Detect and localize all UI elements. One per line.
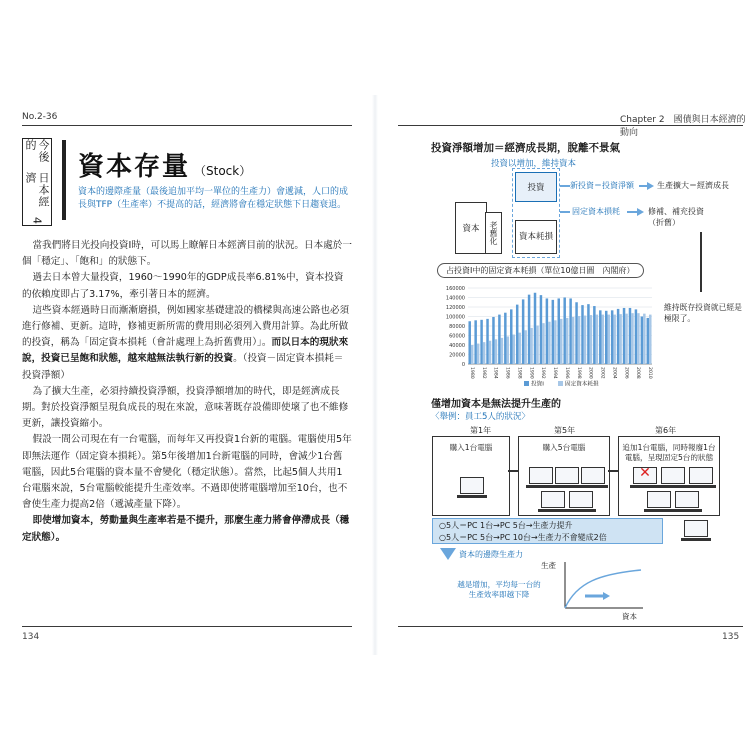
body-text	[22, 238, 352, 546]
year5-label: 第5年	[554, 426, 576, 435]
y-tick-label: 0	[461, 362, 465, 368]
bar-depreciation	[566, 318, 568, 364]
paragraph-4: 為了擴大生產，必須持續投資淨額，投資淨額增加的時代，即是經濟成長期。對於投資淨額呈現負成長的現在來說，意味著既存設備即使壞了也不維修更新，讓投資縮小。	[22, 385, 349, 430]
x-tick-label: 2006	[623, 367, 629, 379]
page-title	[78, 146, 251, 183]
arrow-growth-head	[647, 182, 654, 190]
bar-depreciation	[619, 314, 621, 364]
y-tick-label: 40000	[449, 343, 465, 349]
bar-investment	[641, 317, 643, 365]
bar-depreciation	[607, 315, 609, 364]
new-investment-label: 新投資＝投資淨額	[570, 181, 634, 190]
y-tick-label: 100000	[445, 314, 465, 321]
fixed-capital-label: 固定資本損耗	[572, 207, 620, 216]
bar-investment	[552, 300, 554, 364]
side-tab-line-2: 日本經濟	[24, 172, 50, 209]
title-main: 資本存量	[78, 152, 191, 182]
bar-depreciation	[649, 315, 651, 364]
left-page-number: 134	[22, 632, 40, 642]
capital-box: 資本	[455, 202, 487, 254]
bar-investment	[516, 305, 518, 364]
summary-box	[432, 518, 663, 544]
section1-subtitle: 投資以增加，維持資本	[491, 159, 577, 169]
bar-investment	[629, 308, 631, 364]
x-tick-label: 1986	[504, 367, 510, 379]
computer-icon	[555, 467, 579, 484]
bar-depreciation	[489, 341, 491, 364]
diminishing-title: 資本的邊際生產力	[459, 550, 523, 559]
bar-depreciation	[554, 320, 556, 364]
fixed-capital-chart	[432, 262, 657, 390]
panel-year1-label: 購入1台電腦	[449, 443, 493, 452]
bar-investment	[534, 293, 536, 364]
y-tick-label: 120000	[445, 305, 465, 311]
y-tick-label: 60000	[449, 333, 465, 340]
bar-depreciation	[584, 316, 586, 364]
formula-text: 。（投資－固定資本損耗＝投資淨額）	[22, 353, 344, 381]
bar-depreciation	[578, 316, 580, 364]
bar-investment	[510, 309, 512, 364]
year1-label: 第1年	[470, 426, 492, 435]
bar-depreciation	[625, 314, 627, 364]
mini-curve	[565, 570, 641, 608]
paragraph-2: 過去日本曾大量投資，1960～1990年的GDP成長率6.81%中，資本投資的依賴度即占了3.17%，牽引著日本的經濟。	[22, 272, 344, 300]
x-tick-label: 1994	[552, 367, 558, 379]
diminishing-return-chart	[555, 560, 645, 614]
paragraph-1: 當我們將目光投向投資I時，可以馬上瞭解日本經濟目前的狀況。日本處於一個「穩定」、「飽和」的狀態下。	[22, 240, 352, 268]
bar-investment	[492, 317, 494, 364]
bar-depreciation	[542, 323, 544, 364]
bar-depreciation	[643, 314, 645, 364]
bar-investment	[540, 295, 542, 364]
mini-arrow-head	[603, 592, 610, 600]
footer-rule	[22, 626, 352, 627]
chart-title: 占投資I中的固定資本耗損（單位10億日圓 內閣府）	[437, 263, 644, 278]
computer-icon	[529, 467, 553, 484]
bar-depreciation	[572, 317, 574, 364]
bar-depreciation	[560, 319, 562, 364]
bar-depreciation	[483, 342, 485, 364]
side-tab-line-1: 今後的	[24, 139, 50, 163]
x-tick-label: 2000	[587, 367, 593, 379]
bar-depreciation	[548, 322, 550, 364]
computer-icon	[675, 491, 699, 508]
depreciation-box: 資本耗損	[515, 220, 557, 254]
bar-investment	[599, 310, 601, 364]
diminishing-desc: 越是增加，平均每一台的生產效率即越下降	[457, 580, 541, 599]
mini-y-label: 生產	[541, 561, 556, 570]
x-tick-label: 2002	[599, 367, 605, 379]
x-tick-label: 1990	[528, 367, 534, 379]
bar-depreciation	[631, 313, 633, 364]
section2-subtitle: 〈舉例：員工5人的狀況〉	[431, 412, 530, 422]
bar-depreciation	[501, 338, 503, 364]
x-tick-label: 1996	[563, 367, 569, 379]
computer-icon	[460, 477, 484, 494]
bar-depreciation	[590, 315, 592, 364]
right-header-rule	[398, 125, 743, 126]
chapter-side-tab	[22, 138, 52, 226]
book-gutter	[372, 95, 378, 655]
lead-text: 資本的邊際產量（最後追加平均一單位的生產力）會遞減，人口的成長與TFP（生產率）不提高的話，經濟將會在穩定狀態下日趨衰退。	[78, 187, 349, 210]
bar-investment	[528, 295, 530, 364]
panel-year6	[618, 436, 720, 516]
side-tab-line-3: 4	[30, 217, 44, 225]
bar-depreciation	[495, 339, 497, 364]
bar-depreciation	[477, 344, 479, 364]
year6-label: 第6年	[655, 426, 677, 435]
bar-depreciation	[518, 333, 520, 364]
bar-investment	[474, 320, 476, 364]
bar-investment	[546, 298, 548, 364]
paragraph-3	[22, 303, 352, 384]
arrow-panel1	[508, 470, 518, 472]
bar-depreciation	[602, 315, 604, 364]
bar-investment	[611, 310, 613, 364]
x-tick-label: 2008	[635, 367, 641, 379]
right-footer-rule	[398, 626, 743, 627]
x-tick-label: 1980	[468, 367, 474, 379]
bar-investment	[563, 298, 565, 365]
bar-investment	[468, 321, 470, 364]
invest-box: 投資	[515, 172, 557, 202]
bold-statement: 而以日本的現狀來說，投資已呈飽和狀態，越來越無法執行新的投資	[22, 337, 349, 365]
growth-label: 生產擴大＝經濟成長	[657, 181, 729, 190]
aging-box: 老舊化	[485, 212, 502, 254]
bar-depreciation	[530, 328, 532, 364]
paragraph-5: 假設一間公司現在有一台電腦，而每年又再投資1台新的電腦。電腦使用5年即無法運作（固定資本損耗）。第5年後增加1台新電腦的同時，會減少1台舊電腦，因此5台電腦的資本量不會變化（穩定狀態）。當然，比起5個人共用1台電腦來說，5台電腦較能提升生產效率。不過即使將電腦增加至10台，也不會使生產力提高2倍（遞減產量下降）。	[22, 434, 352, 511]
legend-swatch	[524, 381, 529, 386]
x-tick-label: 1988	[516, 367, 522, 379]
arrow-new-left	[560, 185, 570, 187]
bar-depreciation	[513, 335, 515, 364]
computer-icon	[689, 467, 713, 484]
legend-label: 投資I	[531, 381, 544, 388]
left-header: No.2-36	[22, 112, 58, 122]
x-tick-label: 2010	[647, 367, 653, 379]
bar-investment	[581, 305, 583, 364]
computer-icon	[541, 491, 565, 508]
right-header: Chapter 2 國債與日本經濟的動向	[620, 115, 746, 138]
x-tick-label: 1982	[480, 367, 486, 379]
right-page-number: 135	[722, 632, 740, 642]
computer-icon	[569, 491, 593, 508]
bar-investment	[480, 320, 482, 364]
panel-year1	[432, 436, 510, 516]
header-rule	[22, 125, 352, 126]
title-bar	[62, 140, 66, 220]
arrow-fixed-left	[560, 211, 570, 213]
y-tick-label: 160000	[445, 286, 465, 292]
side-note: 維持既存投資就已經是極限了。	[664, 303, 742, 323]
paragraph-6: 即使增加資本，勞動量與生產率若是不提升，那麼生產力將會停滯成長（穩定狀態）。	[22, 515, 350, 543]
summary-line-1: ○5人＝PC 1台→PC 5台→生產力提升	[439, 521, 573, 530]
discarded-computer-icon	[633, 467, 657, 484]
arrow-repair-head	[637, 208, 644, 216]
bar-depreciation	[536, 326, 538, 364]
down-arrow-icon	[440, 548, 456, 560]
bar-investment	[623, 308, 625, 364]
mini-x-label: 資本	[622, 612, 637, 621]
bar-depreciation	[637, 313, 639, 364]
title-english: （Stock）	[194, 164, 252, 178]
panel-year6-label: 追加1台電腦，同時報廢1台電腦，呈現固定5台的狀態	[622, 443, 716, 462]
bar-depreciation	[596, 315, 598, 364]
x-tick-label: 1992	[540, 367, 546, 379]
bar-investment	[558, 298, 560, 364]
bar-investment	[647, 318, 649, 364]
bar-investment	[498, 315, 500, 364]
bar-investment	[587, 304, 589, 364]
bar-depreciation	[507, 336, 509, 364]
repair-label: 修補、補充投資（折舊）	[648, 207, 704, 227]
bar-investment	[635, 309, 637, 364]
arrow-panel2	[608, 470, 618, 472]
connector-line	[700, 232, 702, 292]
bar-investment	[504, 313, 506, 364]
paragraph-3-text: 這些資本經過時日而漸漸磨損，例如國家基礎建設的橋樑與高速公路也必須進行修補、更新。這時，修補更新所需的費用則必須列入費用計算。為此所做的投資，稱為「固定資本損耗（會計處理上為折舊費用）」。	[22, 304, 350, 349]
bar-investment	[522, 299, 524, 364]
bar-investment	[486, 319, 488, 364]
panel-year5-label: 購入5台電腦	[542, 443, 586, 452]
legend-swatch	[558, 381, 563, 386]
summary-line-2: ○5人＝PC 5台→PC 10台→生產力不會變成2倍	[439, 533, 607, 542]
invest-dashed-frame	[512, 168, 560, 258]
bar-depreciation	[471, 345, 473, 364]
x-tick-label: 1998	[575, 367, 581, 379]
x-tick-label: 1984	[492, 367, 498, 379]
bar-investment	[605, 311, 607, 364]
bar-investment	[569, 298, 571, 364]
bar-investment	[617, 309, 619, 364]
y-tick-label: 140000	[445, 295, 465, 302]
x-tick-label: 2004	[611, 367, 617, 379]
bar-investment	[575, 302, 577, 364]
bar-depreciation	[524, 330, 526, 364]
section2-title: 僅增加資本是無法提升生產的	[431, 399, 561, 410]
bar-depreciation	[613, 315, 615, 364]
y-tick-label: 80000	[449, 324, 465, 330]
new-computer-icon	[684, 520, 708, 537]
computer-icon	[661, 467, 685, 484]
computer-icon	[647, 491, 671, 508]
bar-investment	[593, 306, 595, 364]
panel-year5	[518, 436, 610, 516]
legend-label: 固定資本耗損	[565, 381, 599, 388]
section1-title: 投資淨額增加＝經濟成長期，脫離不景氣	[431, 142, 620, 154]
computer-icon	[581, 467, 605, 484]
y-tick-label: 20000	[449, 352, 465, 359]
